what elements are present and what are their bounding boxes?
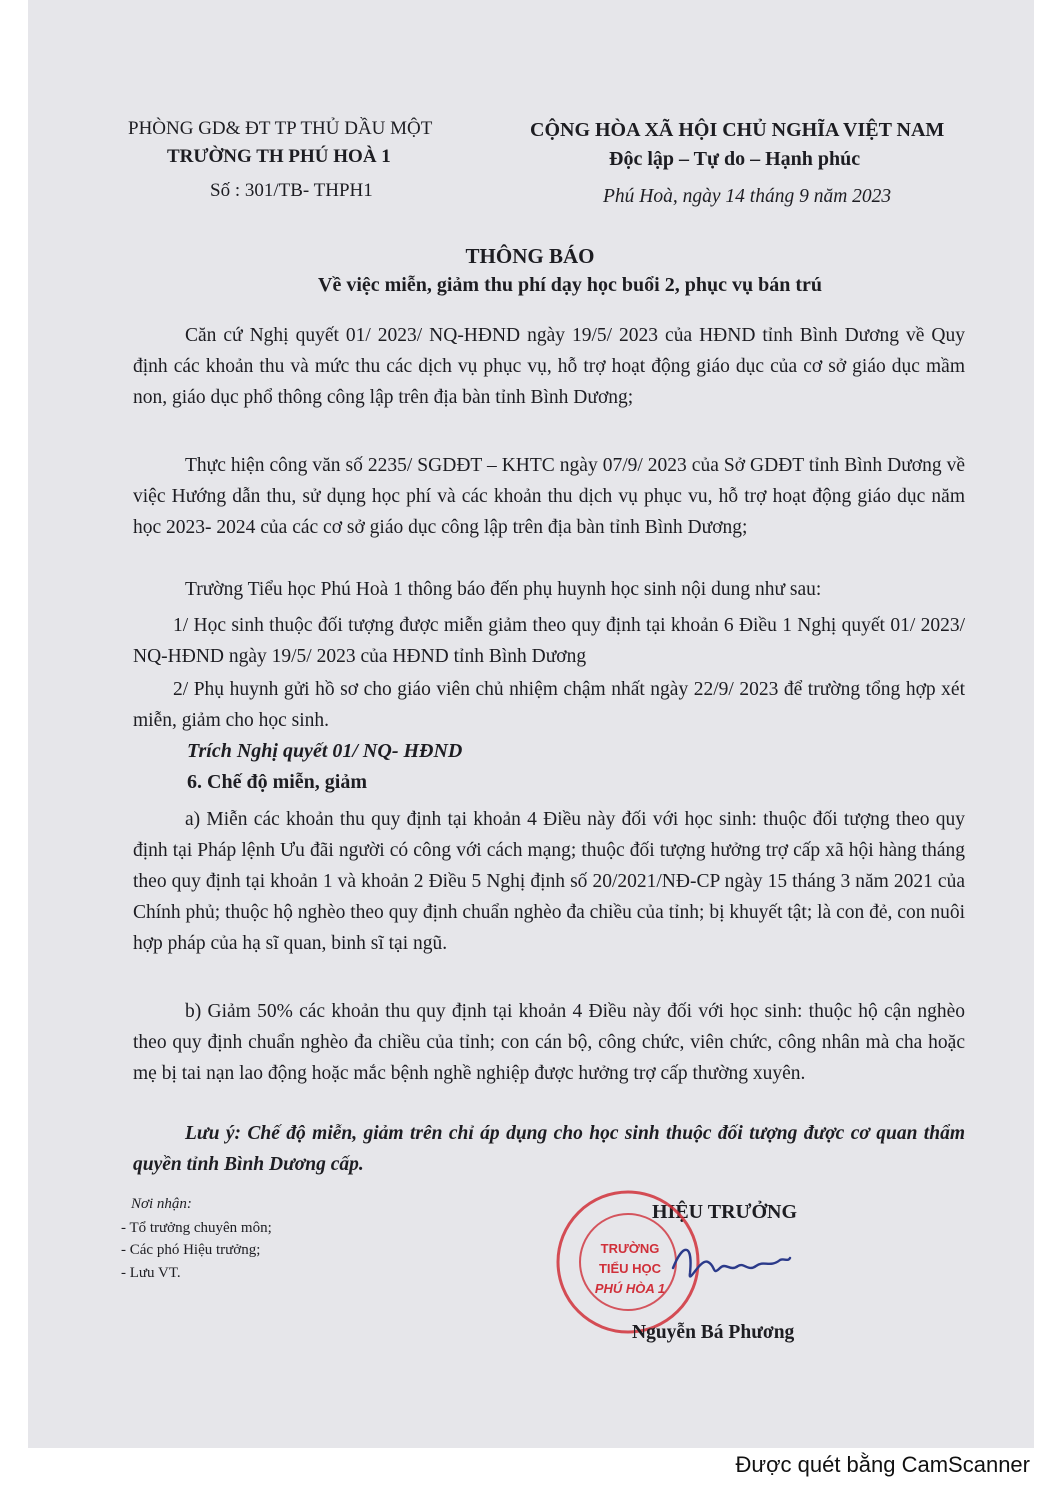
paragraph-reduction: b) Giảm 50% các khoản thu quy định tại khoản 4 Điều này đối với học sinh: thuộc hộ cận nghèo theo quy định chuẩn nghèo đa chiều của tỉnh; con cán bộ, công chức, viên chức, công nhân mà cha hoặc mẹ bị tai nạn lao động hoặc mắc bệnh nghề nghiệp được hưởng trợ cấp thường xuyên. [133,1001,965,1084]
paragraph-item-2: 2/ Phụ huynh gửi hồ sơ cho giáo viên chủ nhiệm chậm nhất ngày 22/9/ 2023 để trường tổng hợp xét miễn, giảm cho học sinh. [133,679,965,731]
recipient-item: - Các phó Hiệu trưởng; [121,1242,261,1258]
national-motto: Độc lập – Tự do – Hạnh phúc [609,148,861,170]
recipients-heading: Nơi nhận: [131,1196,192,1212]
paragraph-exemption: a) Miễn các khoản thu quy định tại khoản 4 Điều này đối với học sinh: thuộc đối tượng theo quy định tại Pháp lệnh Ưu đãi người có công với cách mạng; thuộc đối tượng hưởng trợ cấp xã hội hàng tháng theo quy định tại khoản 1 và khoản 2 Điều 5 Nghị định số 20/2021/NĐ-CP ngày 15 tháng 3 năm 2021 của Chính phủ; thuộc hộ nghèo theo quy định chuẩn nghèo đa chiều của tỉnh; bị khuyết tật; là con đẻ, con nuôi hợp pháp của hạ sĩ quan, binh sĩ tại ngũ. [133,809,965,954]
recipient-item: - Tổ trưởng chuyên môn; [121,1220,272,1236]
signatory-title: HIỆU TRƯỞNG [652,1201,798,1223]
paragraph-item-1: 1/ Học sinh thuộc đối tượng được miễn giảm theo quy định tại khoản 6 Điều 1 Nghị quyết 01/ 2023/ NQ-HĐND ngày 19/5/ 2023 của HĐND tỉnh Bình Dương [133,615,965,667]
stamp-text-line1: TRƯỜNG [600,1241,660,1256]
issuing-department: PHÒNG GD& ĐT TP THỦ DẦU MỘT [128,118,433,139]
stamp-text-line3: PHÚ HÒA 1 [594,1281,666,1296]
paragraph-implementation: Thực hiện công văn số 2235/ SGDĐT – KHTC ngày 07/9/ 2023 của Sở GDĐT tỉnh Bình Dương về việc Hướng dẫn thu, sử dụng học phí và các khoản thu dịch vụ phục vu, hỗ trợ hoạt động giáo dục năm học 2023- 2024 của các cơ sở giáo dục công lập trên địa bàn tỉnh Bình Dương; [133,455,965,538]
notice-subtitle: Về việc miễn, giảm thu phí dạy học buổi 2, phục vụ bán trú [318,274,822,296]
paragraph-announcement: Trường Tiểu học Phú Hoà 1 thông báo đến phụ huynh học sinh nội dung như sau: [185,579,822,600]
country-name: CỘNG HÒA XÃ HỘI CHỦ NGHĨA VIỆT NAM [530,119,945,141]
school-name: TRƯỜNG TH PHÚ HOÀ 1 [167,146,391,167]
section-heading: 6. Chế độ miễn, giảm [187,771,367,793]
issue-date: Phú Hoà, ngày 14 tháng 9 năm 2023 [603,186,892,207]
paragraph-note: Lưu ý: Chế độ miễn, giảm trên chỉ áp dụng cho học sinh thuộc đối tượng được cơ quan thẩm quyền tỉnh Bình Dương cấp. [133,1123,965,1175]
recipient-item: - Lưu VT. [121,1265,181,1281]
document-number: Số : 301/TB- THPH1 [210,180,373,201]
stamp-text-line2: TIỂU HỌC [598,1261,662,1276]
handwritten-signature [668,1238,793,1293]
paragraph-legal-basis: Căn cứ Nghị quyết 01/ 2023/ NQ-HĐND ngày 19/5/ 2023 của HĐND tỉnh Bình Dương về Quy định các khoản thu và mức thu các dịch vụ phục vụ, hỗ trợ hoạt động giáo dục của cơ sở giáo dục mầm non, giáo dục phổ thông công lập trên địa bàn tỉnh Bình Dương; [133,325,965,408]
signatory-name: Nguyễn Bá Phương [632,1322,795,1343]
camscanner-footer: Được quét bằng CamScanner [735,1452,1030,1477]
notice-title: THÔNG BÁO [465,244,595,268]
excerpt-heading: Trích Nghị quyết 01/ NQ- HĐND [187,740,463,762]
